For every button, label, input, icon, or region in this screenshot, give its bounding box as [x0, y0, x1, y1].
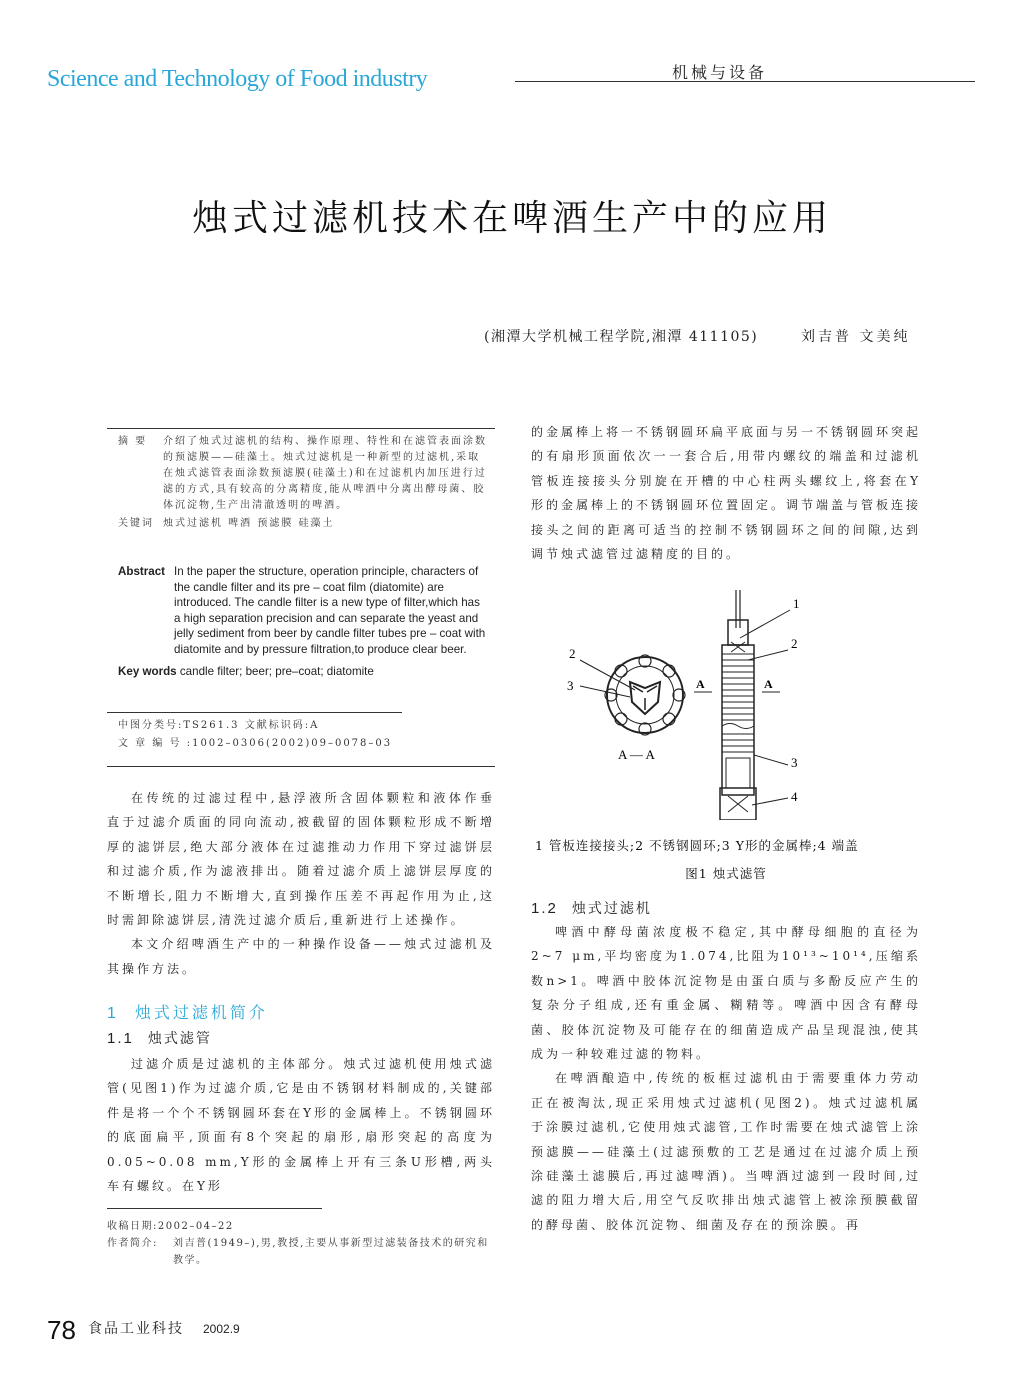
figure-legend: 1 管板连接接头;2 不锈钢圆环;3 Y形的金属棒;4 端盖	[535, 838, 859, 853]
article-title: 烛式过滤机技术在啤酒生产中的应用	[191, 198, 832, 239]
left-column-body	[107, 786, 495, 981]
heading-text: 烛式过滤机简介	[134, 1003, 268, 1022]
keywords-en-label: Key words	[118, 664, 177, 678]
heading-number: 1.2	[531, 900, 558, 917]
keywords-cn: 烛式过滤机 啤酒 预滤膜 硅藻土	[163, 518, 335, 529]
classification-line2: 文 章 编 号 :1002–0306(2002)09–0078–03	[118, 738, 393, 749]
keywords-en: candle filter; beer; pre–coat; diatomite	[179, 664, 374, 678]
paragraph: 过滤介质是过滤机的主体部分。烛式过滤机使用烛式滤管(见图1)作为过滤介质,它是由不锈钢材料制成的,关键部件是将一个个不锈钢圆环套在Y形的金属棒上。不锈钢圆环的底面扁平,顶面有8个突起的扇形,扇形突起的高度为0.05~0.08 mm,Y形的金属棒上开有三条U形槽,两头车有螺纹。在Y形	[107, 1057, 495, 1194]
section-mark-left: A	[696, 677, 705, 691]
abstract-mid-rule	[107, 712, 402, 713]
footnotes	[107, 1218, 497, 1269]
journal-name: Science and Technology of Food industry	[47, 66, 428, 92]
classification-line1: 中图分类号:TS261.3 文献标识码:A	[118, 720, 320, 731]
authors: 刘吉普 文美纯	[801, 329, 911, 345]
author-info-label: 作者简介:	[107, 1238, 158, 1249]
heading-text: 烛式滤管	[147, 1031, 212, 1047]
footer-journal: 食品工业科技	[88, 1321, 184, 1337]
abstract-en	[118, 564, 490, 679]
abstract-bottom-rule	[107, 766, 495, 767]
section-heading-1	[107, 1000, 268, 1023]
classification	[118, 717, 498, 753]
cross-section-drawing	[567, 646, 685, 762]
figure-caption: 图1 烛式滤管	[685, 866, 767, 881]
left-column-body-2	[107, 1052, 495, 1198]
figure-label-4: 4	[791, 789, 798, 804]
footnote-rule	[107, 1208, 322, 1209]
abstract-cn	[118, 434, 492, 532]
right-column-body	[531, 420, 921, 566]
figure-candle-filter	[540, 590, 840, 820]
affiliation: (湘潭大学机械工程学院,湘潭 411105)	[484, 329, 759, 345]
section-heading-1-2	[531, 898, 652, 918]
keywords-cn-label: 关键词	[118, 518, 154, 529]
author-info: 刘吉普(1949–),男,教授,主要从事新型过滤装备技术的研究和教学。	[173, 1238, 489, 1266]
paragraph: 本文介绍啤酒生产中的一种操作设备——烛式过滤机及其操作方法。	[107, 937, 495, 976]
abstract-en-text: In the paper the structure, operation principle, characters of the candle filter and its pre – coat film (diatomite) are introduced. The candle filter is a new type of filter,which has a high separation precision and can separate the yeast and jelly sediment from beer by candle filter tubes pre – coat with diatomite and by pressure filtration,to produce clear beer.	[174, 565, 486, 656]
heading-number: 1.1	[107, 1030, 134, 1047]
figure-label-1: 1	[793, 596, 800, 611]
section-tag: 机械与设备	[672, 63, 768, 82]
paragraph: 的金属棒上将一不锈钢圆环扁平底面与另一不锈钢圆环突起的有扇形顶面依次一一套合后,用带内螺纹的端盖和过滤机管板连接接头分别旋在开槽的中心柱两头螺纹上,将套在Y形的金属棒上的不锈钢圆环位置固定。调节端盖与管板连接接头之间的距离可适当的控制不锈钢圆环之间的间隙,达到调节烛式滤管过滤精度的目的。	[531, 425, 922, 562]
figure-label-2: 2	[791, 636, 798, 651]
received-date: 收稿日期:2002–04–22	[107, 1221, 234, 1232]
figure-label-2-left: 2	[569, 646, 576, 661]
paragraph: 在啤酒酿造中,传统的板框过滤机由于需要重体力劳动正在被淘汰,现正采用烛式过滤机(见图2)。烛式过滤机属于涂膜过滤机,它使用烛式滤管,工作时需要在烛式滤管上涂预滤膜——硅藻土(过滤预敷的工艺是通过在过滤介质上预涂硅藻土滤膜后,再过滤啤酒)。当啤酒过滤到一段时间,过滤的阻力增大后,用空气反吹排出烛式滤管上被涂预膜截留的酵母菌、胶体沉淀物、细菌及存在的预涂膜。再	[531, 1071, 921, 1232]
paragraph: 啤酒中酵母菌浓度极不稳定,其中酵母细胞的直径为 2~7 μm,平均密度为1.074,比阻为10¹³~10¹⁴,压缩系数n>1。啤酒中胶体沉淀物是由蛋白质与多酚反应产生的复杂分子组成,还有重金属、糊精等。啤酒中因含有酵母菌、胶体沉淀物及可能存在的细菌造成产品呈现混浊,使其成为一种较难过滤的物料。	[531, 925, 921, 1062]
section-caption: A — A	[618, 747, 655, 762]
section-mark-right: A	[764, 677, 773, 691]
paragraph: 在传统的过滤过程中,悬浮液所含固体颗粒和液体作垂直于过滤介质面的同向流动,被截留的固体颗粒形成不断增厚的滤饼层,绝大部分液体在过滤推动力作用下穿过滤饼层和过滤介质,作为滤液排出。随着过滤介质上滤饼层厚度的不断增长,阻力不断增大,直到操作压差不再起作用为止,这时需卸除滤饼层,清洗过滤介质后,重新进行上述操作。	[107, 791, 495, 928]
right-column-body-2	[531, 920, 921, 1237]
abstract-cn-text: 介绍了烛式过滤机的结构、操作原理、特性和在滤管表面涂数的预滤膜——硅藻土。烛式过滤机是一种新型的过滤机,采取在烛式滤管表面涂数预滤膜(硅藻土)和在过滤机内加压进行过滤的方式,具有较高的分离精度,能从啤酒中分离出酵母菌、胶体沉淀物,生产出清澈透明的啤酒。	[163, 436, 487, 511]
candle-tube-drawing	[694, 590, 800, 820]
page-number: 78	[47, 1315, 76, 1345]
abstract-cn-label: 摘 要	[118, 436, 148, 447]
figure-label-3: 3	[791, 755, 798, 770]
heading-text: 烛式过滤机	[571, 901, 652, 917]
footer-issue: 2002.9	[203, 1322, 240, 1336]
abstract-top-rule	[107, 428, 495, 429]
abstract-en-label: Abstract	[118, 565, 166, 578]
section-heading-1-1	[107, 1028, 212, 1048]
header-rule	[515, 81, 975, 82]
figure-label-3-left: 3	[567, 678, 574, 693]
heading-number: 1	[107, 1005, 119, 1022]
